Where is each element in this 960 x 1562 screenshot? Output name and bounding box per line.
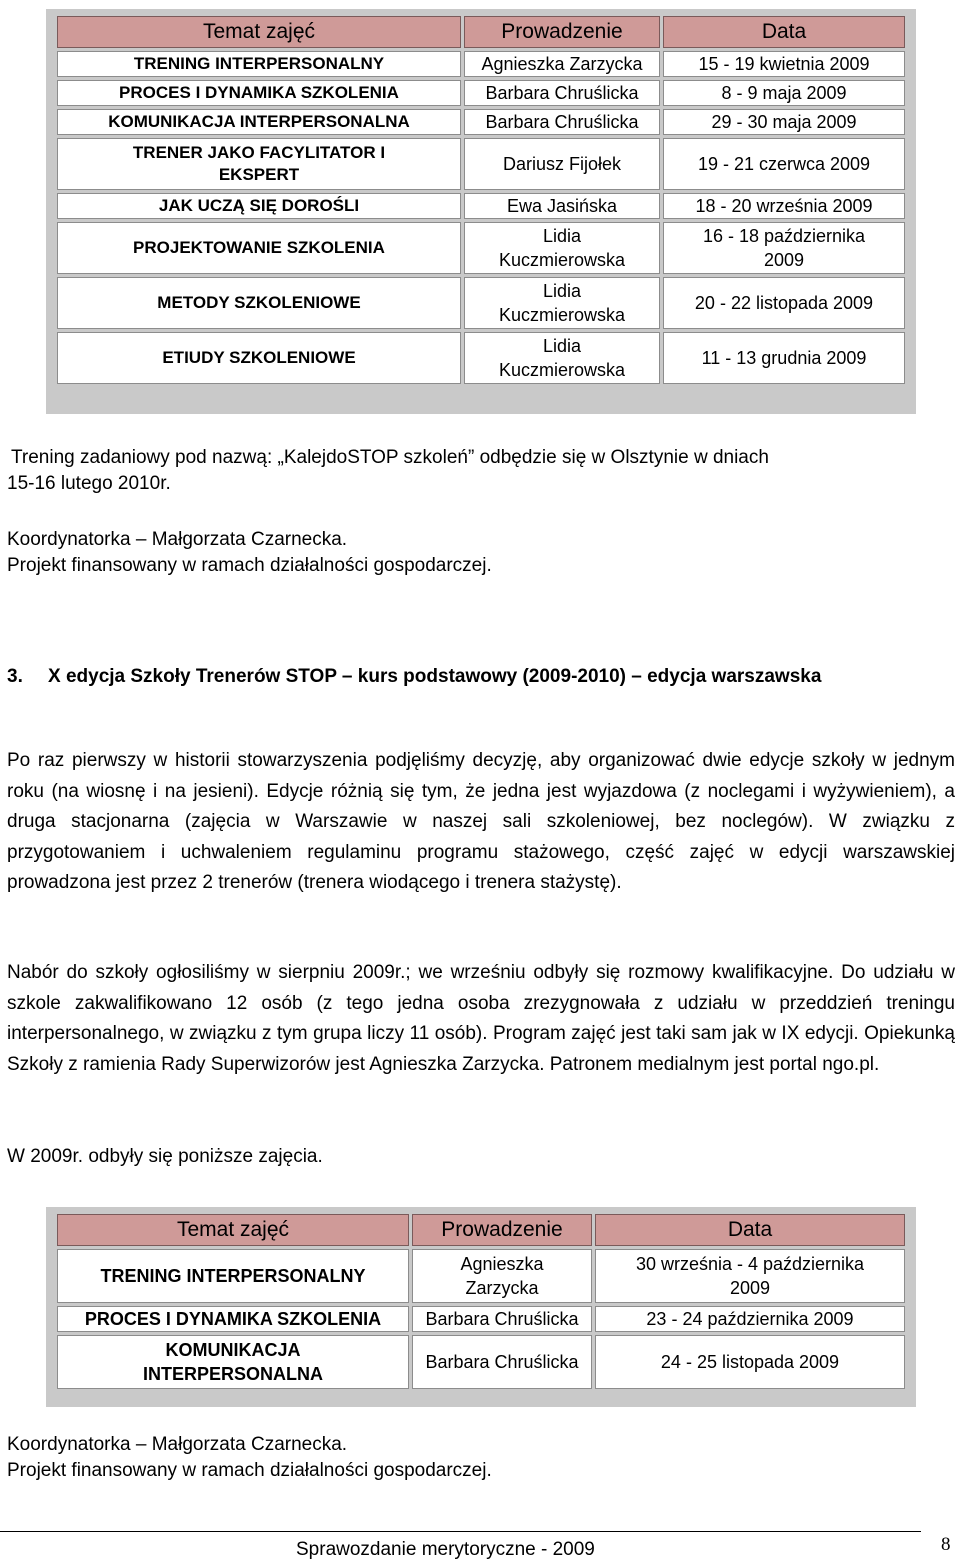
table-row <box>57 80 905 106</box>
table-header-row <box>57 1214 905 1246</box>
funding-note: Projekt finansowany w ramach działalności gospodarczej. <box>7 555 492 576</box>
date-cell: 19 - 21 czerwca 2009 <box>663 138 905 190</box>
column-header-leader: Prowadzenie <box>464 16 660 48</box>
coordinator-note-2: Koordynatorka – Małgorzata Czarnecka. <box>7 1434 348 1455</box>
table-row <box>57 138 905 190</box>
training-announcement-line-1: Trening zadaniowy pod nazwą: „KalejdoSTOP szkoleń” odbędzie się w Olsztynie w dniach <box>11 447 769 468</box>
table-row <box>57 193 905 219</box>
table-header-row <box>57 16 905 48</box>
column-header-topic: Temat zajęć <box>57 16 461 48</box>
topic-cell: KOMUNIKACJA INTERPERSONALNA <box>57 1335 409 1389</box>
date-cell: 30 września - 4 października 2009 <box>595 1249 905 1303</box>
topic-cell: ETIUDY SZKOLENIOWE <box>57 332 461 384</box>
table-row <box>57 109 905 135</box>
date-cell: 20 - 22 listopada 2009 <box>663 277 905 329</box>
coordinator-note: Koordynatorka – Małgorzata Czarnecka. <box>7 529 348 550</box>
leader-cell: Agnieszka Zarzycka <box>412 1249 592 1303</box>
footer-title: Sprawozdanie merytoryczne - 2009 <box>296 1539 595 1560</box>
table-row <box>57 222 905 274</box>
topic-cell: PROJEKTOWANIE SZKOLENIA <box>57 222 461 274</box>
date-cell: 16 - 18 października 2009 <box>663 222 905 274</box>
table-row <box>57 1249 905 1303</box>
leader-cell: Lidia Kuczmierowska <box>464 222 660 274</box>
section-number: 3. <box>7 666 23 687</box>
date-cell: 15 - 19 kwietnia 2009 <box>663 51 905 77</box>
table-row <box>57 277 905 329</box>
leader-cell: Dariusz Fijołek <box>464 138 660 190</box>
schedule-table-1-frame <box>46 9 916 414</box>
leader-cell: Lidia Kuczmierowska <box>464 277 660 329</box>
column-header-date: Data <box>663 16 905 48</box>
column-header-topic: Temat zajęć <box>57 1214 409 1246</box>
date-cell: 23 - 24 października 2009 <box>595 1306 905 1332</box>
section-heading <box>7 664 907 690</box>
topic-cell: TRENING INTERPERSONALNY <box>57 1249 409 1303</box>
topic-cell: PROCES I DYNAMIKA SZKOLENIA <box>57 1306 409 1332</box>
funding-note-2: Projekt finansowany w ramach działalności gospodarczej. <box>7 1460 492 1481</box>
leader-cell: Barbara Chruślicka <box>412 1306 592 1332</box>
table-row <box>57 1335 905 1389</box>
table-row <box>57 51 905 77</box>
topic-cell: KOMUNIKACJA INTERPERSONALNA <box>57 109 461 135</box>
schedule-table-2 <box>54 1211 908 1392</box>
table-row <box>57 1306 905 1332</box>
body-paragraph-2: Nabór do szkoły ogłosiliśmy w sierpniu 2009r.; we wrześniu odbyły się rozmowy kwalifikacyjne. Do udziału w szkole zakwalifikowano 12 osób (z tego jedna osoba zrezygnowała z udziału w przeddzień treningu interpersonalnego, w związku z tym grupa liczy 11 osób). Program zajęć jest taki sam jak w IX edycji. Opiekunką Szkoły z ramienia Rady Superwizorów jest Agnieszka Zarzycka. Patronem medialnym jest portal ngo.pl. <box>7 962 955 1075</box>
date-cell: 24 - 25 listopada 2009 <box>595 1335 905 1389</box>
leader-cell: Agnieszka Zarzycka <box>464 51 660 77</box>
column-header-date: Data <box>595 1214 905 1246</box>
table-row <box>57 332 905 384</box>
schedule-table-2-frame <box>46 1207 916 1407</box>
leader-cell: Barbara Chruślicka <box>412 1335 592 1389</box>
date-cell: 11 - 13 grudnia 2009 <box>663 332 905 384</box>
table-2-intro: W 2009r. odbyły się poniższe zajęcia. <box>7 1146 323 1167</box>
date-cell: 29 - 30 maja 2009 <box>663 109 905 135</box>
page-number: 8 <box>941 1534 951 1555</box>
schedule-table-1 <box>54 13 908 387</box>
topic-cell: TRENER JAKO FACYLITATOR I EKSPERT <box>57 138 461 190</box>
leader-cell: Barbara Chruślicka <box>464 109 660 135</box>
training-announcement-line-2: 15-16 lutego 2010r. <box>7 473 171 494</box>
date-cell: 18 - 20 września 2009 <box>663 193 905 219</box>
date-cell: 8 - 9 maja 2009 <box>663 80 905 106</box>
body-paragraph-1: Po raz pierwszy w historii stowarzyszenia podjęliśmy decyzję, aby organizować dwie edycje szkoły w jednym roku (na wiosnę i na jesieni). Edycje różnią się tym, że jedna jest wyjazdowa (z noclegami i wyżywieniem), a druga stacjonarna (zajęcia w Warszawie w naszej sali szkoleniowej, bez noclegów). W związku z przygotowaniem i uchwaleniem regulaminu programu stażowego, część zajęć w edycji warszawskiej prowadzona jest przez 2 trenerów (trenera wiodącego i trenera stażystę). <box>7 750 955 893</box>
column-header-leader: Prowadzenie <box>412 1214 592 1246</box>
leader-cell: Lidia Kuczmierowska <box>464 332 660 384</box>
leader-cell: Barbara Chruślicka <box>464 80 660 106</box>
topic-cell: METODY SZKOLENIOWE <box>57 277 461 329</box>
topic-cell: TRENING INTERPERSONALNY <box>57 51 461 77</box>
footer-rule <box>0 1531 921 1532</box>
leader-cell: Ewa Jasińska <box>464 193 660 219</box>
topic-cell: JAK UCZĄ SIĘ DOROŚLI <box>57 193 461 219</box>
section-title: X edycja Szkoły Trenerów STOP – kurs podstawowy (2009-2010) – edycja warszawska <box>48 666 822 687</box>
topic-cell: PROCES I DYNAMIKA SZKOLENIA <box>57 80 461 106</box>
